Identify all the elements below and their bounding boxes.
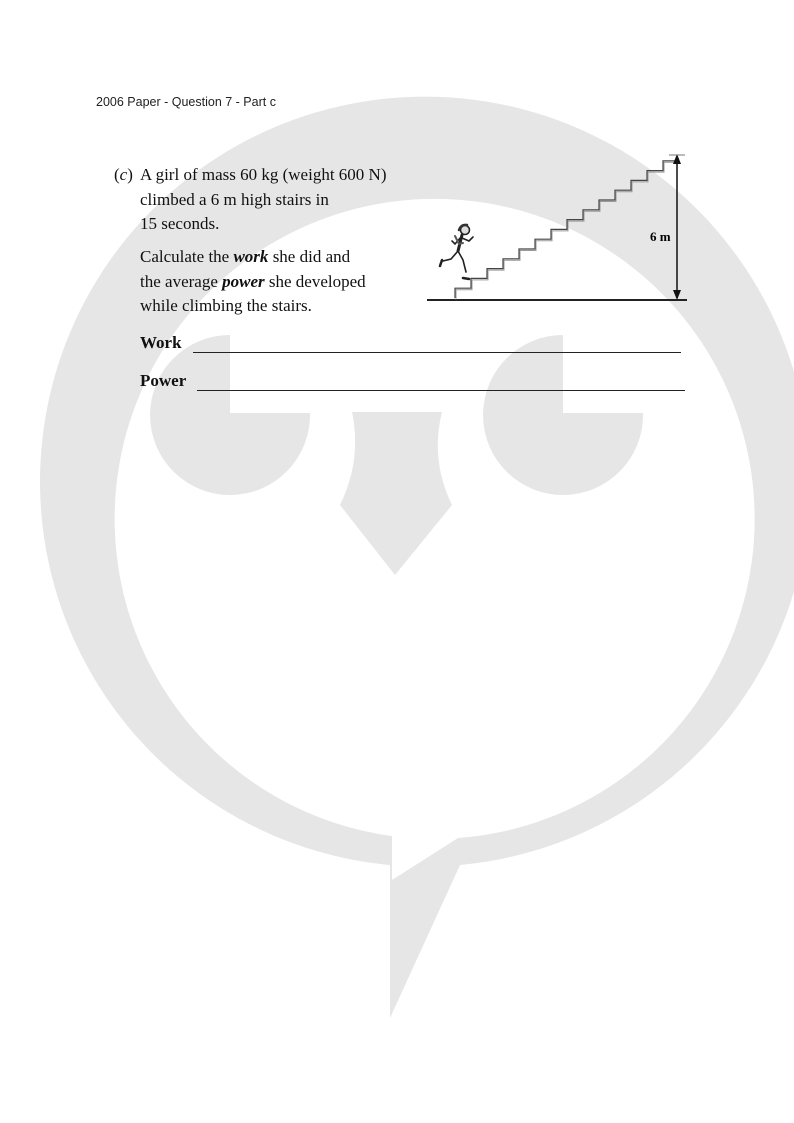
girl-figure-icon [440, 225, 473, 279]
work-answer-line[interactable] [193, 352, 681, 353]
question-part-label: (c) [114, 165, 133, 184]
instruction-line: while climbing the stairs. [140, 296, 312, 315]
question-line: climbed a 6 m high stairs in [140, 189, 329, 209]
work-label: Work [140, 333, 182, 352]
height-label: 6 m [650, 229, 671, 244]
stairs-diagram [425, 148, 690, 308]
power-term: power [222, 271, 265, 291]
question-instruction [140, 245, 366, 319]
height-arrow [669, 154, 685, 300]
power-answer-line[interactable] [197, 390, 685, 391]
page-header: 2006 Paper - Question 7 - Part c [96, 95, 276, 109]
power-label: Power [140, 371, 187, 390]
staircase [455, 161, 680, 300]
question-text [140, 163, 386, 237]
work-term: work [233, 247, 269, 266]
question-line: 15 seconds. [140, 214, 220, 233]
instruction-line: Calculate the work she did and [140, 247, 351, 266]
instruction-line: the average power she developed [140, 271, 366, 291]
question-line: A girl of mass 60 kg (weight 600 N) [140, 165, 387, 184]
